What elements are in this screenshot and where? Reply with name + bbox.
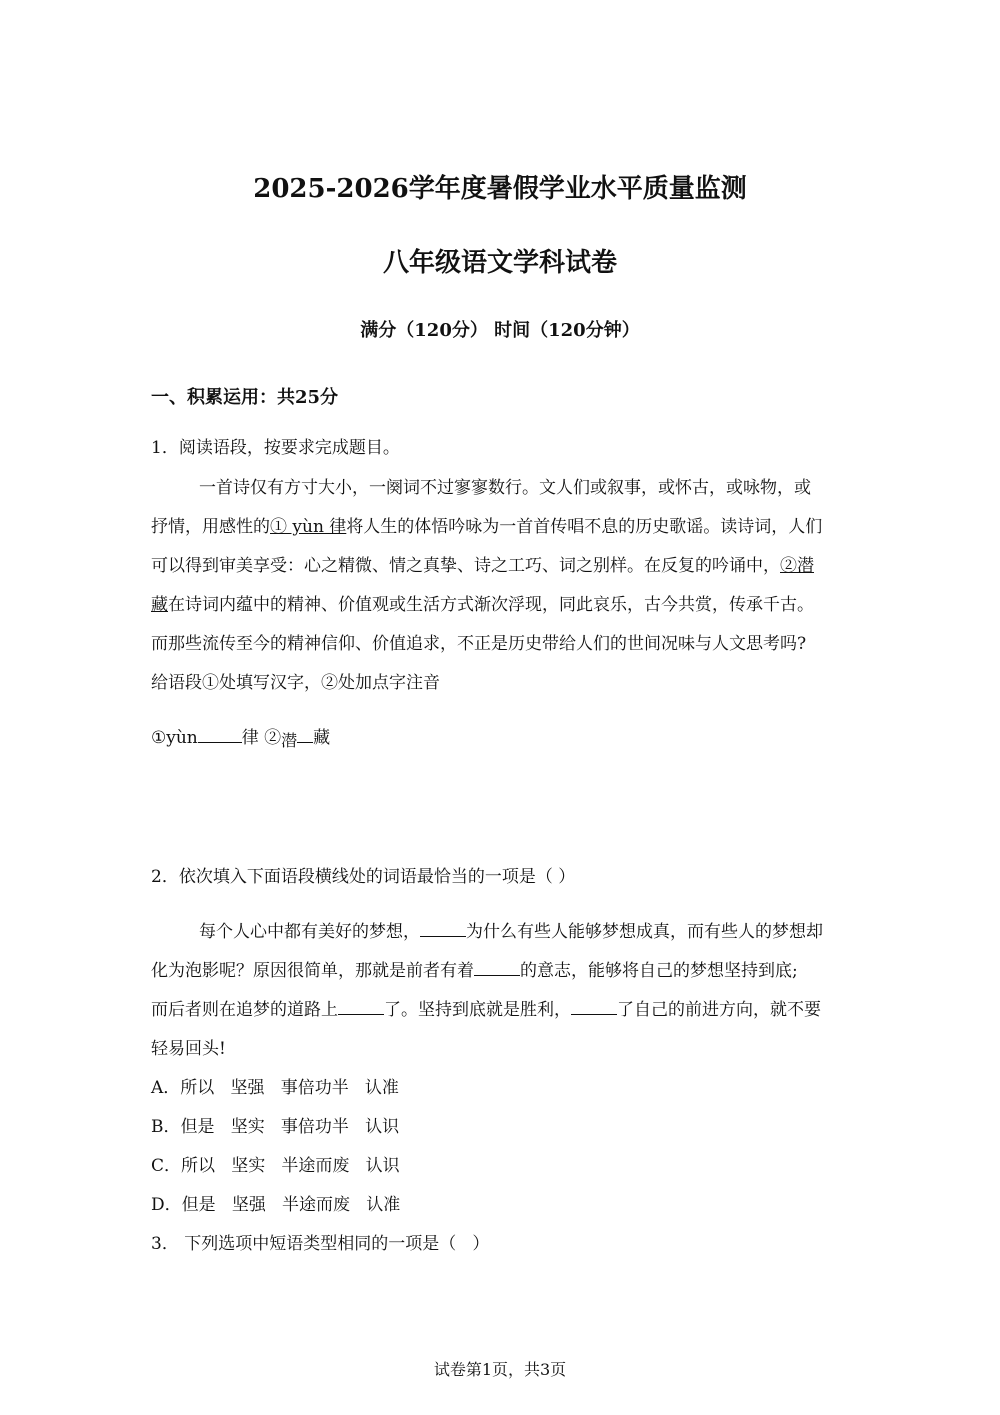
question-instruction: 给语段①处填写汉字，②处加点字注音 [151, 673, 440, 693]
answer-text: 律 ② [241, 728, 282, 748]
passage-text: 将人生的体悟吟咏为一首首传唱不息的历史歌谣。读诗词，人们 [346, 517, 823, 537]
underlined-term: 藏 [151, 595, 168, 615]
option-b[interactable]: B．但是 坚实 事倍功半 认识 [151, 1117, 400, 1137]
fill-blank[interactable] [338, 1000, 384, 1015]
passage-line [151, 508, 822, 547]
page-footer: 试卷第1页，共3页 [433, 1360, 567, 1379]
question-3-stem: 3． 下列选项中短语类型相同的一项是（ ） [151, 1234, 490, 1254]
passage-line [199, 913, 823, 952]
passage-text: 的意志，能够将自己的梦想坚持到底; [520, 961, 798, 981]
underlined-term: ②潜 [780, 556, 814, 576]
passage-line: 一首诗仅有方寸大小，一阕词不过寥寥数行。文人们或叙事，或怀古，或咏物，或 [199, 478, 811, 498]
passage-text: 每个人心中都有美好的梦想， [199, 922, 420, 942]
answer-text: 藏 [313, 728, 331, 748]
fill-blank[interactable] [571, 1000, 617, 1015]
answer-text: 潜 [281, 731, 298, 750]
passage-text: 可以得到审美享受：心之精微、情之真挚、诗之工巧、词之别样。在反复的吟诵中， [151, 556, 780, 576]
option-a[interactable]: A．所以 坚强 事倍功半 认准 [151, 1078, 399, 1098]
fill-blank[interactable] [420, 922, 466, 937]
passage-text: 化为泡影呢？原因很简单，那就是前者有着 [151, 961, 474, 981]
option-c[interactable]: C．所以 坚实 半途而废 认识 [151, 1156, 400, 1176]
passage-line [151, 991, 821, 1030]
answer-text: ①yùn [151, 728, 198, 748]
passage-text: 了。坚持到底就是胜利， [384, 1000, 571, 1020]
passage-line: 轻易回头! [151, 1039, 226, 1059]
passage-text: 为什么有些人能够梦想成真，而有些人的梦想却 [466, 922, 823, 942]
passage-text: 抒情，用感性的 [151, 517, 270, 537]
answer-line [151, 718, 330, 758]
passage-text: 在诗词内蕴中的精神、价值观或生活方式渐次浮现，同此哀乐，古今共赏，传承千古。 [168, 595, 814, 615]
passage-text: 了自己的前进方向，就不要 [617, 1000, 821, 1020]
passage-text: 而后者则在追梦的道路上 [151, 1000, 338, 1020]
option-d[interactable]: D．但是 坚强 半途而废 认准 [151, 1195, 401, 1215]
passage-line [151, 547, 814, 586]
score-time-info: 满分（120分） 时间（120分钟） [360, 320, 640, 341]
exam-title: 2025-2026学年度暑假学业水平质量监测 [253, 174, 747, 204]
underlined-term: ① yùn 律 [270, 517, 347, 537]
passage-line [151, 586, 814, 625]
passage-line: 而那些流传至今的精神信仰、价值追求，不正是历史带给人们的世间况味与人文思考吗? [151, 634, 807, 654]
section-heading: 一、积累运用：共25分 [151, 387, 339, 408]
question-1-stem: 1．阅读语段，按要求完成题目。 [151, 438, 400, 458]
answer-blank[interactable] [297, 728, 313, 743]
exam-subtitle: 八年级语文学科试卷 [382, 248, 617, 278]
fill-blank[interactable] [474, 961, 520, 976]
answer-blank[interactable] [198, 728, 242, 743]
question-2-stem: 2．依次填入下面语段横线处的词语最恰当的一项是（ ） [151, 867, 576, 887]
passage-line [151, 952, 798, 991]
